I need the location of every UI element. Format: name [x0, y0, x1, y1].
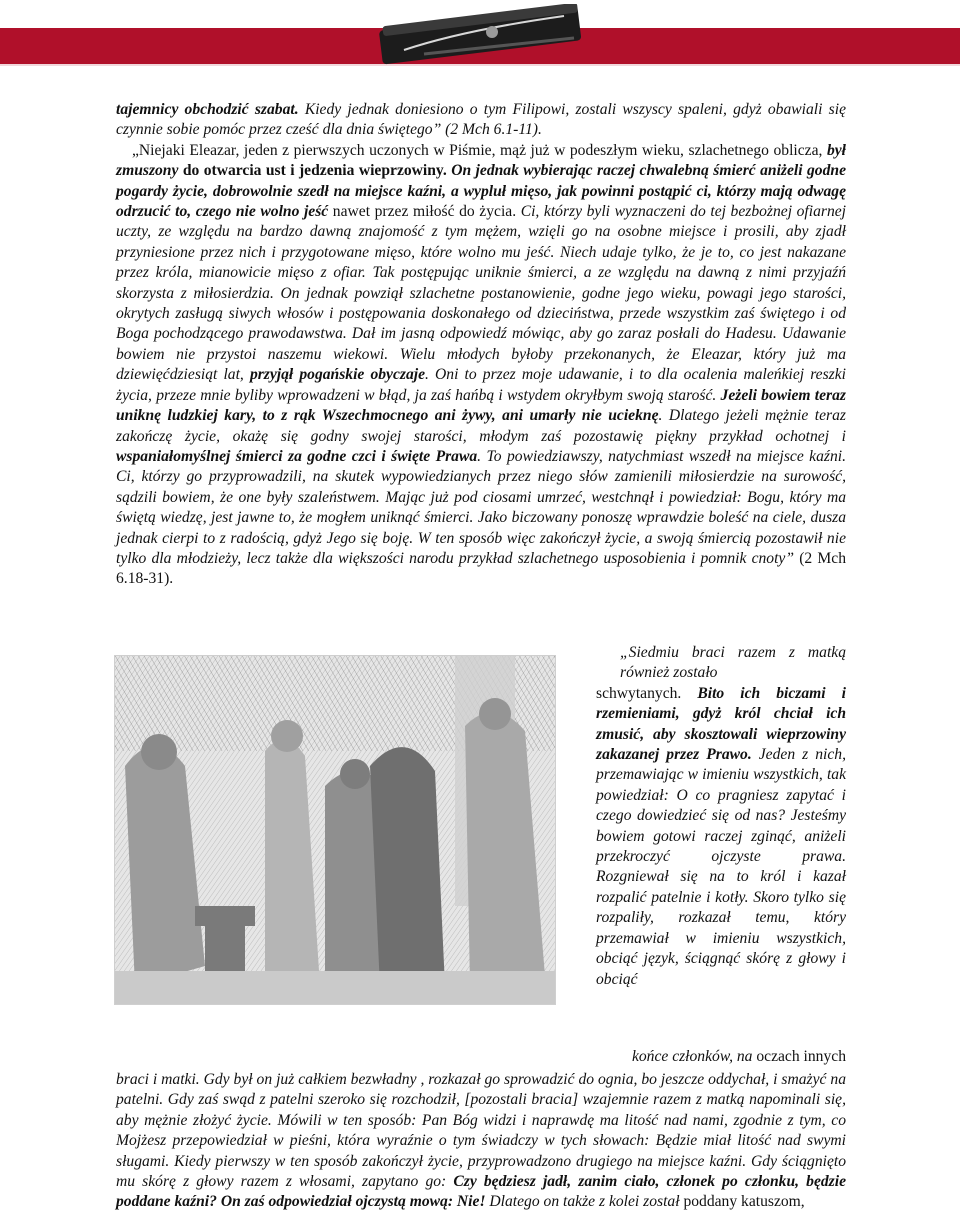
text-run: poddany katuszom,: [679, 1193, 805, 1211]
text-run: (2 Mch 6.18-31).: [116, 549, 846, 588]
text-run: przyjął pogańskie obyczaje: [249, 366, 426, 384]
text-run: Ci, którzy byli wyznaczeni do tej bezbożnej ofiarnej uczty, ze względu na bardzo dawną znajomość z tym mężem, wzięli go na osobne miejsce i prosili, aby zjadł przyniesione przez nich i przygotowane mięso, które wolno mu jeść. Niech udaje tylko, że je to, co jest nakazane przez króla, mianowicie mięso z ofiar. Tak postępując uniknie śmierci, a ze względu na dawną z nimi przyjaźń skorzysta z miłosierdzia. On jednak powziął szlachetne postanowienie, godne jego wieku, powagi jego starości, okrytych zasługą siwych włosów i postępowania doskonałego od dzieciństwa, przede wszystkim zaś świętego i od Boga pochodzącego prawodawstwa. Dał im jasną odpowiedź mówiąc, aby go zaraz posłali do Hadesu. Udawanie bowiem nie przystoi naszemu wiekowi. Wielu młodych byłoby przekonanych, że Eleazar, który już ma dziewięćdziesiąt lat,: [116, 203, 846, 384]
paragraph-3: [596, 643, 846, 990]
book-icon: [364, 4, 604, 68]
text-run: braci i matki. Gdy był on już całkiem bezwładny , rozkazał go sprowadzić do ognia, bo jeszcze oddychał, i smażyć na patelni. Gdy zaś swąd z patelni szeroko się rozchodził, [pozostali bracia] wzajemnie razem z matką napominali się, aby mężnie złożyć życie. Mówili w ten sposób: Pan Bóg widzi i naprawdę ma litość nad nami, zgodnie z tym, co Mojżesz przepowiedział w pieśni, która wyraźnie o tym świadczy w tych słowach: Będzie miał litość nad swymi sługami. Kiedy pierwszy w ten sposób zakończył życie, przyprowadzono drugiego na miejsce kaźni. Gdy ściągnięto mu skórę z głowy razem z włosami, zapytano go:: [116, 1071, 846, 1191]
main-text: [116, 100, 846, 590]
text-run: . Oni to przez moje udawanie, i to dla ocalenia maleńkiej reszki życia, przeze mnie byliby wprowadzeni w błąd, ja zaś hańbą i wstydem okryłbym swoją starość.: [116, 366, 846, 404]
text-run: Kiedy jednak doniesiono o tym Filipowi, zostali wszyscy spaleni, gdyż obawiali się czynnie sobie pomóc przez cześć dla dnia świętego” (2 Mch 6.1-11).: [116, 101, 846, 139]
text-run: Dlatego on także z kolei został: [485, 1193, 680, 1211]
engraving-martyrdom-scene-image: [114, 655, 556, 1005]
text-run: „Niejaki Eleazar, jeden z pierwszych uczonych w Piśmie, mąż już w podeszłym wieku, szlachetnego oblicza,: [132, 141, 827, 159]
text-run: tajemnicy obchodzić szabat.: [116, 101, 299, 118]
text-run: do otwarcia ust i jedzenia wieprzowiny.: [178, 162, 447, 180]
side-column-text: [596, 643, 846, 990]
engraving-icon: [115, 656, 556, 1005]
text-run: „Siedmiu braci razem z matką również zostało: [620, 644, 846, 682]
text-run: był zmuszony: [116, 141, 846, 180]
text-run: Czy będziesz jadł, zanim ciało, członek po członku, będzie poddane kaźni? On zaś odpowiedział ojczystą mową: Nie!: [116, 1173, 847, 1211]
paragraph-2: [116, 141, 846, 590]
text-run: . To powiedziawszy, natychmiast wszedł na miejsce kaźni. Ci, którzy go przyprowadzili, na skutek wypowiedzianych przez niego słów zamienili miłosierdzie na surowość, sądzili bowiem, że one były szaleństwem. Mając już pod ciosami umrzeć, westchnął i powiedział: Bogu, który ma świętą wiedzę, jest jawne to, że mogłem uniknąć śmierci. Jako biczowany ponoszę wprawdzie boleść na ciele, dusza jednak cierpi to z radością, gdyż Jego się boję. W ten sposób więc zakończył życie, a swoją śmiercią pozostawił nie tylko dla młodzieży, lecz także dla większości narodu przykład szlachetnego usposobienia i pomnik cnoty”: [116, 447, 846, 567]
paragraph-4: [116, 1070, 846, 1213]
text-run: wspaniałomyślnej śmierci za godne czci i święte Prawa: [116, 447, 478, 465]
side-last-line: [592, 1047, 846, 1067]
text-run: On jednak wybierając raczej chwalebną śmierć aniżeli godne pogardy życie, dobrowolnie szedł na miejsce kaźni, a wypluł mięso, jak powinni postąpić ci, którzy mają odwagę odrzucić to, czego nie wolno jeść: [116, 162, 846, 221]
text-run: nawet przez miłość do życia.: [328, 203, 517, 221]
text-run: Jeżeli bowiem teraz uniknę ludzkiej kary, to z rąk Wszechmocnego ani żywy, ani umarły nie ucieknę: [116, 386, 846, 425]
bottom-text: [116, 1070, 846, 1213]
text-run: końce członków, na: [631, 1048, 753, 1065]
text-run: oczach innych: [752, 1048, 846, 1065]
text-run: Bito ich biczami i rzemieniami, gdyż król chciał ich zmusić, aby skosztowali wieprzowiny zakazanej przez Prawo.: [596, 684, 846, 764]
paragraph-1: [116, 100, 846, 141]
text-run: Jeden z nich, przemawiając w imieniu wszystkich, tak powiedział: O co pragniesz zapytać i czego dowiedzieć się od nas? Jesteśmy bowiem gotowi raczej zginąć, aniżeli przekroczyć ojczyste prawa. Rozgniewał się na to król i kazał rozpalić patelnie i kotły. Skoro tylko się rozpaliły, rozkazał temu, który przemawiał w imieniu wszystkich, obciąć język, ściągnąć skórę z głowy i obciąć: [596, 746, 846, 988]
text-run: . Dlatego jeżeli mężnie teraz zakończę życie, okażę się godny swojej starości, młodym zaś pozostawię piękny przykład ochotnej i: [116, 407, 846, 445]
text-run: schwytanych.: [596, 684, 682, 702]
